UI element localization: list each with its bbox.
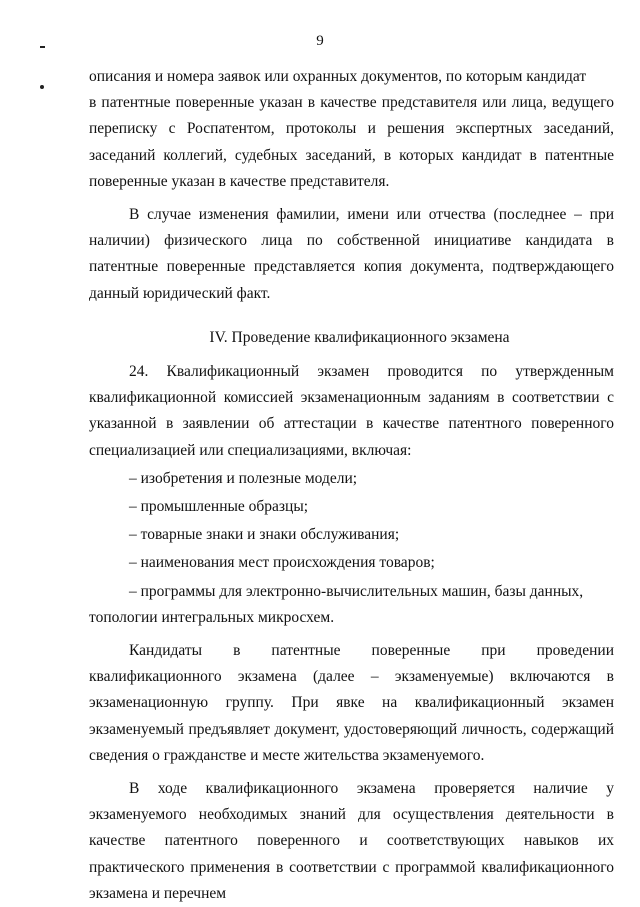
list-item: – промышленные образцы; — [129, 498, 309, 516]
list-item: – изобретения и полезные модели; — [129, 469, 358, 487]
list-item-continuation: топологии интегральных микросхем. — [89, 608, 335, 626]
paragraph-continued: в патентные поверенные указан в качестве представителя или лица, ведущего переписку с Роспатентом, протоколы и решения экспертных заседаний, заседаний коллегий, судебных заседаний, в которых кандидат в патентные поверенные указан в качестве представителя. — [89, 94, 614, 190]
document-body — [89, 64, 614, 907]
list-item: – наименования мест происхождения товаров; — [129, 554, 435, 572]
margin-mark — [40, 46, 45, 48]
paragraph-continued-first-line: описания и номера заявок или охранных документов, по которым кандидат — [89, 68, 587, 85]
margin-dot — [40, 85, 44, 89]
paragraph-name-change: В случае изменения фамилии, имени или отчества (последнее – при наличии) физического лица по собственной инициативе кандидата в патентные поверенные представляется копия документа, подтверждающего данный юридический факт. — [89, 206, 614, 302]
paragraph-exam-check: В ходе квалификационного экзамена проверяется наличие у экзаменуемого необходимых знаний для осуществления деятельности в качестве патентного поверенного и соответствующих навыков их практического применения в соответствии с программой квалификационного экзамена и перечнем — [89, 780, 614, 902]
page-number: 9 — [316, 33, 324, 49]
section-heading: IV. Проведение квалификационного экзамена — [209, 328, 510, 346]
list-item: – товарные знаки и знаки обслуживания; — [129, 526, 400, 544]
paragraph-candidates: Кандидаты в патентные поверенные при проведении квалификационного экзамена (далее – экзаменуемые) включаются в экзаменационную группу. При явке на квалификационный экзамен экзаменуемый предъявляет документ, удостоверяющий личность, содержащий сведения о гражданстве и месте жительства экзаменуемого. — [89, 642, 614, 764]
paragraph-24: 24. Квалификационный экзамен проводится по утвержденным квалификационной комиссией экзаменационным заданиям в соответствии с указанной в заявлении об аттестации в качестве патентного поверенного специализацией или специализациями, включая: — [89, 363, 614, 459]
list-item-first-line: – программы для электронно-вычислительных машин, базы данных, — [129, 582, 584, 600]
